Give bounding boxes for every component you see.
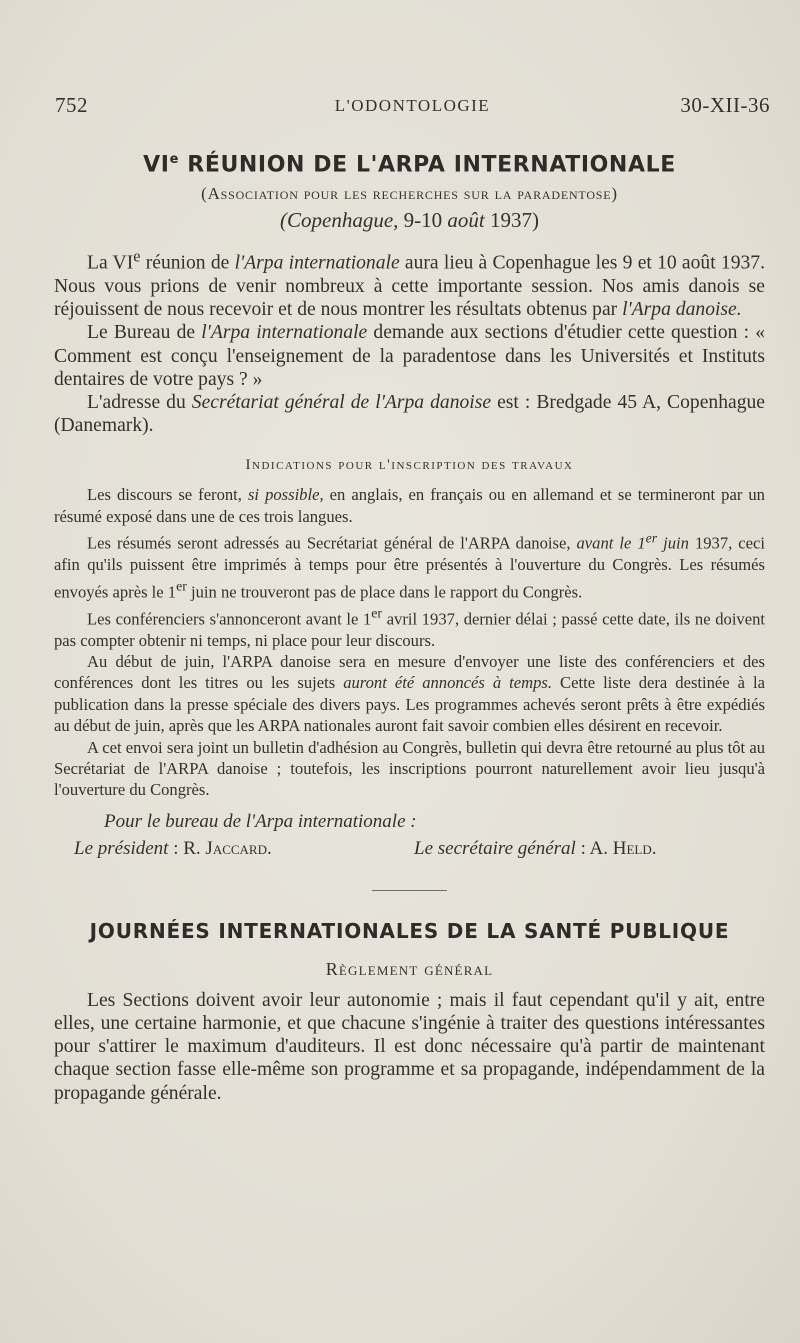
italic-text [645, 530, 658, 553]
place-year: 1937) [484, 208, 539, 233]
text-run: Les conférenciers s'annonceront avant le 1 [87, 609, 372, 629]
italic-text: l'Arpa internationale [201, 322, 368, 344]
text-run: est : Bredgade 45 A, Copenhague (Danemark). [54, 392, 765, 437]
text-run: Les résumés seront adressés au Secrétariat général de l'ARPA danoise, [87, 533, 577, 553]
title-part: RÉUNION DE L'ARPA INTERNATIONALE [179, 152, 676, 178]
page-content [54, 152, 765, 1105]
place-days: 9-10 [398, 208, 448, 233]
text-run: en anglais, en français ou en allemand et se termineront par un résumé exposé dans une de ces trois langues. [54, 485, 765, 526]
text-run: La VI [87, 252, 134, 274]
secretary-label: Le secrétaire général [414, 837, 576, 859]
president-signature [74, 836, 272, 861]
superscript: er [176, 578, 187, 594]
text-run: demande aux sections d'étudier cette question : « Comment est conçu l'enseignement de la paradentose dans les Universités et Instituts dentaires de votre pays ? » [54, 322, 766, 390]
text-run [371, 605, 383, 628]
signatories [54, 834, 765, 862]
article-title-2: JOURNÉES INTERNATIONALES DE LA SANTÉ PUBLIQUE [89, 918, 730, 943]
secretary-sep: : A. [575, 837, 613, 859]
page-number: 752 [55, 93, 88, 117]
article-body-2 [54, 989, 765, 1105]
title-part: VI [143, 152, 170, 178]
paragraph [54, 321, 765, 391]
text-run: L'adresse du [87, 392, 192, 414]
text-run: 1937, ceci afin qu'ils puissent être imprimés à temps pour être présentés à l'ouverture du Congrès. Les résumés envoyés après le 1 [54, 533, 766, 602]
text-run: Le Bureau de [87, 322, 202, 344]
italic-text: auront été annoncés à temps. [343, 673, 553, 693]
paragraph [54, 603, 765, 651]
text-run: réunion de [140, 252, 235, 274]
paragraph [54, 484, 765, 527]
paragraph: Les Sections doivent avoir leur autonomie ; mais il faut cependant qu'il y ait, entre elles, une certaine harmonie, et que chacune s'ingénie à traiter des questions intéressantes pour s'attirer le maximum d'auditeurs. Il est donc nécessaire qu'à partir de maintenant chaque section fasse elle-même son programme et sa propagande, indépendamment de la propagande générale. [54, 989, 765, 1104]
president-label: Le président [74, 837, 169, 859]
president-sep: : R. [168, 837, 206, 859]
text-run: juin ne trouveront pas de place dans le rapport du Congrès. [186, 582, 583, 602]
italic-text: juin [657, 533, 689, 553]
italic-text: l'Arpa danoise. [622, 299, 742, 321]
place-city: Copenhague, [287, 208, 399, 233]
article-subtitle-2: Règlement général [325, 958, 494, 979]
text-run: A cet envoi sera joint un bulletin d'adhésion au Congrès, bulletin qui devra être retourné au plus tôt au Secrétariat de l'ARPA danoise ; toutefois, les inscriptions pourront naturellement avoir lieu jusqu'à l'ouverture du Congrès. [54, 737, 765, 800]
paragraph [54, 244, 765, 321]
paragraph [54, 391, 765, 437]
signature-line: Pour le bureau de l'Arpa internationale : [104, 810, 417, 832]
text-run: avril 1937, dernier délai ; passé cette date, ils ne doivent pas compter obtenir ni temps, ni place pour leur discours. [54, 609, 765, 650]
secretary-signature [414, 836, 657, 861]
superscript: e [133, 246, 141, 266]
running-head [55, 93, 770, 123]
secretary-name: Held. [612, 837, 657, 859]
issue-date: 30-XII-36 [680, 93, 770, 117]
article-place-date [54, 208, 765, 233]
section-divider [372, 890, 447, 891]
text-run [176, 578, 187, 601]
text-run: Au début de juin, l'ARPA danoise sera en mesure d'envoyer une liste des conférenciers et des conférences dont les titres ou les sujets [54, 651, 765, 693]
superscript: er [371, 605, 383, 621]
indications-body [54, 484, 765, 800]
italic-text: avant le 1 [576, 533, 646, 553]
italic-text: l'Arpa internationale [234, 252, 400, 274]
journal-name: L'ODONTOLOGIE [334, 96, 491, 115]
article-subtitle: (Association pour les recherches sur la paradentose) [201, 184, 618, 204]
place-month: août [447, 208, 485, 233]
president-name: Jaccard. [205, 837, 272, 859]
text-run: Les discours se feront, [87, 485, 248, 505]
title-superscript: e [169, 152, 180, 167]
article-title [54, 152, 765, 177]
article-body [54, 244, 765, 437]
paragraph [54, 651, 765, 737]
signature-block [54, 809, 765, 862]
superscript: er [645, 530, 658, 546]
section-heading: Indications pour l'inscription des travaux [245, 457, 574, 474]
text-run: Cette liste dera destinée à la publication dans la presse spéciale des divers pays. Les programmes achevés seront prêts à être expédiés au début de juin, après que les ARPA nationales auront fait savoir combien elles désirent en recevoir. [54, 673, 766, 736]
text-run: aura lieu à Copenhague les 9 et 10 août 1937. Nous vous prions de venir nombreux à cette importante session. Nos amis danois se réjouissent de nous recevoir et de nous montrer les résultats obtenus par [54, 252, 765, 321]
paragraph [54, 737, 765, 801]
place-paren: ( [280, 208, 287, 233]
italic-text: Secrétariat général de l'Arpa danoise [191, 392, 492, 414]
paragraph [54, 527, 765, 602]
italic-text: si possible, [247, 485, 324, 505]
